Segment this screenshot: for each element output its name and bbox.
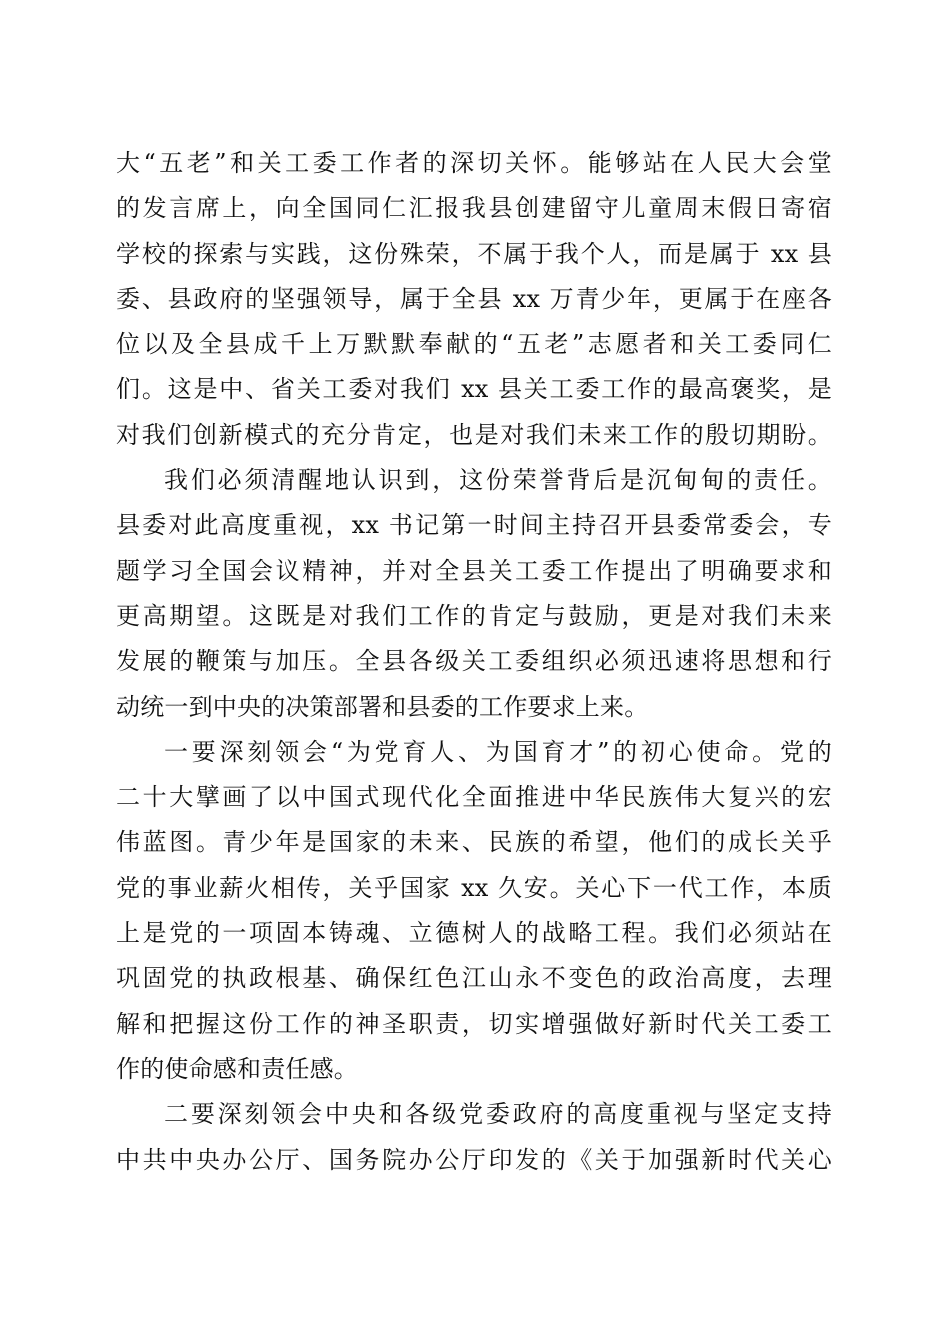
paragraph-3 [116,730,832,1092]
text-line: 巩固党的执政根基、确保红色江山永不变色的政治高度，去理 [116,964,832,993]
body-text [116,141,832,1183]
text-line: 上是党的一项固本铸魂、立德树人的战略工程。我们必须站在 [116,919,832,948]
text-line: 大“五老”和关工委工作者的深切关怀。能够站在人民大会堂 [116,149,832,177]
paragraph-4 [116,1092,832,1183]
text-line: 们。这是中、省关工委对我们 xx 县关工委工作的最高褒奖，是 [116,375,832,404]
text-line: 二要深刻领会中央和各级党委政府的高度重视与坚定支持 [164,1100,832,1129]
text-line: 中共中央办公厅、国务院办公厅印发的《关于加强新时代关心 [116,1145,832,1174]
text-line: 一要深刻领会“为党育人、为国育才”的初心使命。党的 [164,737,832,766]
text-line: 我们必须清醒地认识到，这份荣誉背后是沉甸甸的责任。 [164,466,832,495]
text-line: 伟蓝图。青少年是国家的未来、民族的希望，他们的成长关乎 [116,828,832,857]
text-line: 题学习全国会议精神，并对全县关工委工作提出了明确要求和 [116,556,832,585]
text-line: 党的事业薪火相传，关乎国家 xx 久安。关心下一代工作，本质 [116,873,832,902]
text-line: 作的使命感和责任感。 [116,1054,358,1083]
text-line: 的发言席上，向全国同仁汇报我县创建留守儿童周末假日寄宿 [116,194,832,223]
text-line: 二十大擘画了以中国式现代化全面推进中华民族伟大复兴的宏 [116,783,832,812]
text-line: 委、县政府的坚强领导，属于全县 xx 万青少年，更属于在座各 [116,284,832,313]
text-line: 解和把握这份工作的神圣职责，切实增强做好新时代关工委工 [116,1009,832,1038]
paragraph-2 [116,458,832,730]
paragraph-1 [116,141,832,458]
text-line: 对我们创新模式的充分肯定，也是对我们未来工作的殷切期盼。 [116,420,832,449]
text-line: 县委对此高度重视，xx 书记第一时间主持召开县委常委会，专 [116,511,832,540]
text-line: 学校的探索与实践，这份殊荣，不属于我个人，而是属于 xx 县 [116,239,832,268]
text-line: 动统一到中央的决策部署和县委的工作要求上来。 [116,692,649,721]
text-line: 位以及全县成千上万默默奉献的“五老”志愿者和关工委同仁 [116,330,832,359]
text-line: 更高期望。这既是对我们工作的肯定与鼓励，更是对我们未来 [116,601,832,630]
text-line: 发展的鞭策与加压。全县各级关工委组织必须迅速将思想和行 [116,647,832,676]
